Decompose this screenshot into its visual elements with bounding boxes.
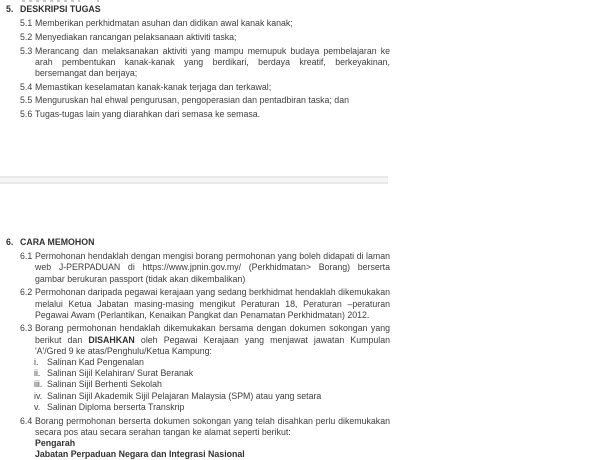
roman-numeral: iii. (34, 379, 43, 390)
item-text: Borang permohonan berserta dokumen sokongan yang telah disahkan perlu dikemukakan secara pos atau secara serahan tangan ke alamat seperti berikut: (35, 415, 390, 437)
section-cara-memohon (0, 237, 392, 460)
document-list-item-i (34, 357, 392, 368)
item-number: 5.3 (20, 45, 33, 56)
section-title: CARA MEMOHON (20, 237, 95, 247)
item-number: 6.3 (20, 323, 33, 334)
section-number: 6. (6, 237, 14, 247)
section-5-heading (6, 4, 392, 15)
roman-numeral: v. (34, 401, 41, 412)
document-list-item-ii (34, 368, 392, 379)
section-title: DESKRIPSI TUGAS (20, 4, 101, 14)
item-number: 5.4 (20, 81, 33, 92)
item-text: Menyediakan rancangan pelaksanaan aktiviti taska; (35, 31, 237, 42)
roman-numeral: ii. (34, 368, 41, 379)
item-text: Memastikan keselamatan kanak-kanak terjaga dan terkawal; (35, 81, 272, 92)
item-number: 5.1 (20, 18, 33, 29)
section-number: 5. (6, 4, 14, 14)
document-name: Salinan Sijil Akademik Sijil Pelajaran Malaysia (SPM) atau yang setara (47, 390, 322, 401)
item-number: 6.4 (20, 415, 33, 426)
document-list-item-v (34, 402, 392, 413)
document-list-item-iv (34, 391, 392, 402)
document-name: Salinan Kad Pengenalan (47, 357, 144, 368)
roman-numeral: i. (34, 357, 39, 368)
list-item-5-6 (20, 109, 392, 120)
item-text: Tugas-tugas lain yang diarahkan dari semasa ke semasa. (35, 109, 261, 120)
item-number: 6.2 (20, 287, 33, 298)
item-number: 5.5 (20, 95, 33, 106)
item-text: Menguruskan hal ehwal pengurusan, pengoperasian dan pentadbiran taska; dan (35, 95, 349, 106)
document-name: Salinan Sijil Berhenti Sekolah (47, 379, 162, 390)
list-item-6-1 (20, 251, 392, 285)
list-item-5-2 (20, 32, 392, 43)
list-item-5-4 (20, 82, 392, 93)
item-text: Memberikan perkhidmatan asuhan dan didikan awal kanak kanak; (35, 18, 293, 29)
document-list-item-iii (34, 379, 392, 390)
item-text (35, 323, 390, 357)
item-text-part: Borang permohonan hendaklah dikemukakan bersama dengan dokumen sokongan yang berikut dan (35, 323, 390, 345)
item-text-part: oleh Pegawai Kerajaan yang menjawat jawatan Kumpulan 'A'/Gred 9 ke atas/Penghulu/Ketua Kampung: (35, 334, 390, 356)
address-line-pengarah: Pengarah (35, 437, 76, 448)
clipped-text-fragment (22, 0, 80, 2)
item-text: Merancang dan melaksanakan aktiviti yang mampu memupuk budaya pembelajaran ke arah pembentukan kanak-kanak yang berdikari, berdaya kreatif, berkeyakinan, bersemangat dan berjaya; (35, 45, 390, 79)
item-number: 5.6 (20, 109, 33, 120)
list-item-6-2 (20, 287, 392, 321)
item-text: Permohonan hendaklah dengan mengisi borang permohonan yang boleh didapati di laman web J-PERPADUAN di https://www.jpnin.gov.my/ (Perkhidmatan> Borang) berserta gambar berukuran passport (tidak akan dikembalikan) (35, 251, 390, 284)
list-item-6-3 (20, 323, 392, 357)
item-text: Permohonan daripada pegawai kerajaan yang sedang berkhidmat hendaklah dikemukakan melalui Ketua Jabatan masing-masing mengikut Peraturan 18, Peraturan –peraturan Pegawai Awam (Perlantikan, Kenaikan Pangkat dan Penamatan Perkhidmatan) 2012. (35, 287, 390, 320)
document-name: Salinan Sijil Kelahiran/ Surat Beranak (47, 368, 194, 379)
document-name: Salinan Diploma berserta Transkrip (47, 401, 185, 412)
section-6-heading (6, 237, 392, 248)
page-break-divider (0, 176, 388, 184)
roman-numeral: iv. (34, 390, 43, 401)
section-deskripsi-tugas (0, 4, 392, 120)
item-number: 6.1 (20, 251, 33, 262)
address-line-jabatan: Jabatan Perpaduan Negara dan Integrasi Nasional (35, 449, 245, 460)
list-item-5-5 (20, 95, 392, 106)
item-number: 5.2 (20, 31, 33, 42)
list-item-5-3 (20, 46, 392, 80)
disahkan-emphasis: DISAHKAN (88, 334, 135, 345)
list-item-5-1 (20, 18, 392, 29)
clipped-text-fragment-dot (97, 0, 99, 2)
list-item-6-4 (20, 416, 392, 438)
